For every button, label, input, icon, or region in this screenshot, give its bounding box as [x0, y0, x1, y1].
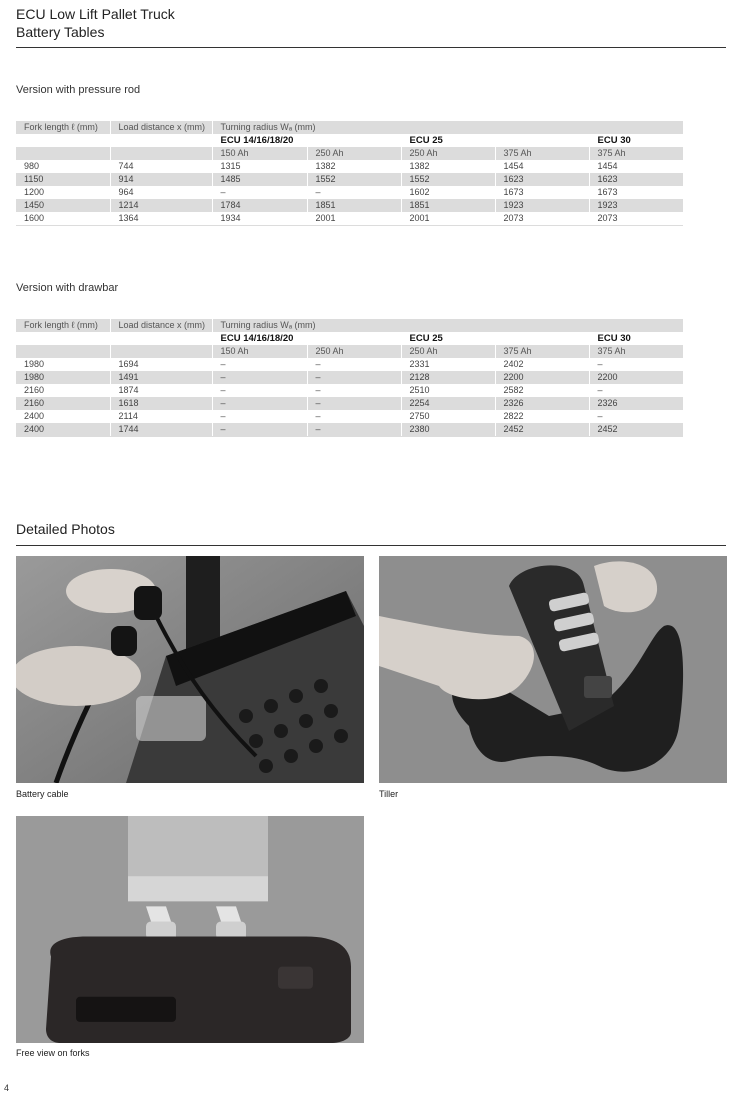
- table-cell: –: [212, 186, 307, 199]
- capacity-cell: 250 Ah: [307, 345, 401, 358]
- model-row: [16, 332, 683, 345]
- model-ecu-25: ECU 25: [401, 134, 589, 147]
- table-cell: 2510: [401, 384, 495, 397]
- photo-tiller: [379, 556, 727, 783]
- table-cell: 2402: [495, 358, 589, 371]
- model-ecu-30: ECU 30: [589, 134, 683, 147]
- table-cell: –: [589, 384, 683, 397]
- col-fork-length: Fork length ℓ (mm): [16, 319, 110, 332]
- capacity-cell: 150 Ah: [212, 147, 307, 160]
- table-cell: 2160: [24, 385, 45, 395]
- table-cell: 1454: [589, 160, 683, 173]
- table-cell: 2073: [495, 212, 589, 226]
- table-cell: –: [212, 423, 307, 437]
- table-cell: 2582: [495, 384, 589, 397]
- table-cell: –: [589, 410, 683, 423]
- table-cell: 1623: [589, 173, 683, 186]
- table-cell: 2073: [589, 212, 683, 226]
- title-line-2: Battery Tables: [16, 24, 105, 40]
- table-cell: 1673: [589, 186, 683, 199]
- model-ecu-14-20: ECU 14/16/18/20: [212, 134, 401, 147]
- table-cell: –: [307, 410, 401, 423]
- table-cell: 2452: [495, 423, 589, 437]
- table-header-row: [16, 319, 683, 332]
- table-cell: –: [307, 186, 401, 199]
- table-cell: –: [307, 371, 401, 384]
- table-cell: –: [212, 371, 307, 384]
- col-load-distance: Load distance x (mm): [110, 121, 212, 134]
- table-cell: 2200: [495, 371, 589, 384]
- capacity-row: [16, 147, 683, 160]
- battery-table-pressure-rod: [16, 121, 683, 226]
- table-cell: 1980: [16, 371, 110, 384]
- capacity-cell: 375 Ah: [495, 147, 589, 160]
- table-cell: 980: [24, 161, 40, 171]
- table-cell: 1214: [110, 199, 212, 212]
- table-cell: 2331: [401, 358, 495, 371]
- capacity-row: [16, 345, 683, 358]
- table-cell: 1552: [401, 173, 495, 186]
- table-cell: 1851: [307, 199, 401, 212]
- table-2-caption: Version with drawbar: [16, 282, 119, 294]
- table-cell: 1382: [401, 160, 495, 173]
- page-number: 4: [4, 1083, 10, 1093]
- table-cell: 1623: [495, 173, 589, 186]
- table-cell: 1874: [110, 384, 212, 397]
- photo-battery-cable: [16, 556, 364, 783]
- table-cell: 2326: [495, 397, 589, 410]
- table-row: [16, 173, 683, 186]
- table-cell: 1694: [110, 358, 212, 371]
- capacity-cell: 150 Ah: [212, 345, 307, 358]
- col-fork-length: Fork length ℓ (mm): [16, 121, 110, 134]
- model-ecu-25: ECU 25: [401, 332, 589, 345]
- table-cell: –: [212, 410, 307, 423]
- caption-tiller: Tiller: [379, 789, 399, 799]
- document-title: [16, 5, 175, 41]
- table-cell: 1315: [212, 160, 307, 173]
- table-cell: –: [212, 358, 307, 371]
- table-cell: –: [212, 397, 307, 410]
- caption-free-view-forks: Free view on forks: [16, 1048, 90, 1058]
- table-cell: 2001: [307, 212, 401, 226]
- table-cell: 1485: [212, 173, 307, 186]
- table-cell: 1600: [16, 212, 110, 226]
- capacity-cell: 250 Ah: [307, 147, 401, 160]
- table-cell: 2400: [24, 411, 45, 421]
- table-cell: 964: [110, 186, 212, 199]
- table-cell: 1923: [589, 199, 683, 212]
- table-cell: 1980: [24, 359, 45, 369]
- table-row: [16, 371, 683, 384]
- photo-free-view-forks: [16, 816, 364, 1043]
- table-row: [16, 199, 683, 212]
- battery-cable-illustration: [16, 556, 364, 783]
- table-cell: 1382: [307, 160, 401, 173]
- table-cell: 1200: [24, 187, 45, 197]
- table-cell: 1673: [495, 186, 589, 199]
- table-cell: 2380: [401, 423, 495, 437]
- table-cell: 2254: [401, 397, 495, 410]
- table-cell: 1150: [16, 173, 110, 186]
- table-cell: 1552: [307, 173, 401, 186]
- table-cell: 744: [110, 160, 212, 173]
- table-cell: 1618: [110, 397, 212, 410]
- col-load-distance: Load distance x (mm): [110, 319, 212, 332]
- photos-heading: Detailed Photos: [16, 521, 115, 537]
- table-cell: 1784: [212, 199, 307, 212]
- table-cell: –: [307, 397, 401, 410]
- table-cell: 2128: [401, 371, 495, 384]
- table-cell: 2750: [401, 410, 495, 423]
- capacity-cell: 375 Ah: [589, 345, 683, 358]
- table-cell: 1491: [110, 371, 212, 384]
- table-row: [16, 397, 683, 410]
- table-row: [16, 160, 683, 173]
- table-cell: –: [589, 358, 683, 371]
- table-cell: 2326: [589, 397, 683, 410]
- model-row: [16, 134, 683, 147]
- table-row: [16, 384, 683, 397]
- capacity-cell: 375 Ah: [589, 147, 683, 160]
- table-cell: –: [212, 384, 307, 397]
- header-rule: [16, 47, 726, 48]
- table-header-row: [16, 121, 683, 134]
- table-cell: 1450: [16, 199, 110, 212]
- tiller-illustration: [379, 556, 727, 783]
- table-cell: 2400: [16, 423, 110, 437]
- table-row: [16, 186, 683, 199]
- table-cell: –: [307, 423, 401, 437]
- table-cell: 1923: [495, 199, 589, 212]
- table-cell: –: [307, 358, 401, 371]
- model-ecu-14-20: ECU 14/16/18/20: [212, 332, 401, 345]
- table-row: [16, 212, 683, 226]
- table-cell: 2114: [110, 410, 212, 423]
- title-line-1: ECU Low Lift Pallet Truck: [16, 6, 175, 22]
- table-cell: 1454: [495, 160, 589, 173]
- table-cell: 1744: [110, 423, 212, 437]
- table-cell: 2160: [16, 397, 110, 410]
- table-cell: –: [307, 384, 401, 397]
- table-row: [16, 423, 683, 437]
- table-1-caption: Version with pressure rod: [16, 84, 141, 96]
- table-cell: 1851: [401, 199, 495, 212]
- forks-illustration: [16, 816, 364, 1043]
- battery-table-drawbar: [16, 319, 683, 437]
- col-turning-radius: Turning radius Wₐ (mm): [212, 319, 683, 332]
- table-cell: 2200: [589, 371, 683, 384]
- table-cell: 2452: [589, 423, 683, 437]
- table-cell: 1602: [401, 186, 495, 199]
- col-turning-radius: Turning radius Wₐ (mm): [212, 121, 683, 134]
- table-row: [16, 358, 683, 371]
- table-cell: 914: [110, 173, 212, 186]
- table-row: [16, 410, 683, 423]
- table-cell: 2822: [495, 410, 589, 423]
- capacity-cell: 250 Ah: [401, 345, 495, 358]
- photos-rule: [16, 545, 726, 546]
- table-cell: 1934: [212, 212, 307, 226]
- caption-battery-cable: Battery cable: [16, 789, 69, 799]
- capacity-cell: 250 Ah: [401, 147, 495, 160]
- table-cell: 2001: [401, 212, 495, 226]
- model-ecu-30: ECU 30: [589, 332, 683, 345]
- table-cell: 1364: [110, 212, 212, 226]
- capacity-cell: 375 Ah: [495, 345, 589, 358]
